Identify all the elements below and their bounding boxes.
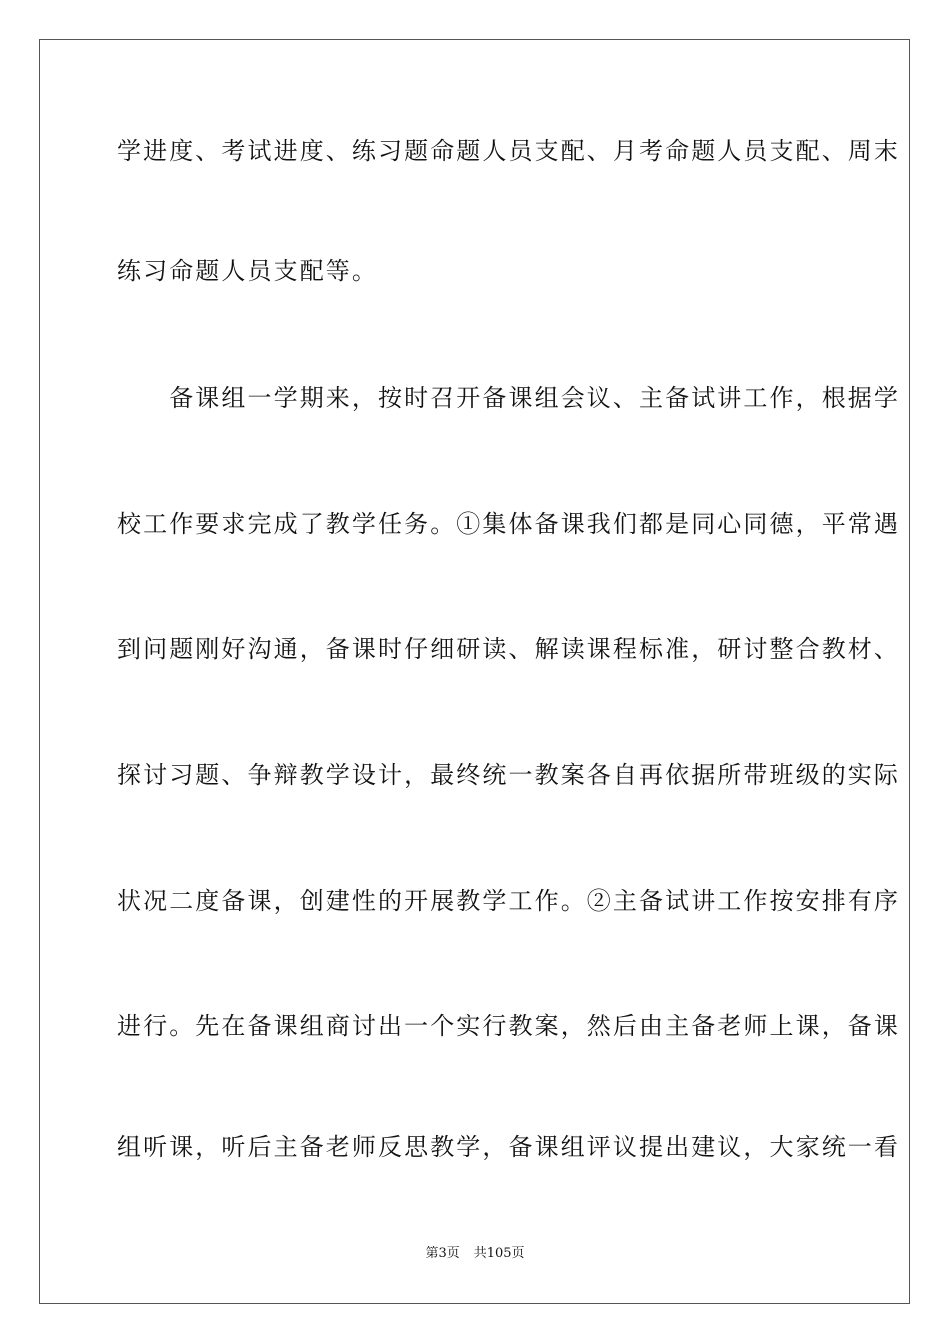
body-text-line-3: 备课组一学期来，按时召开备课组会议、主备试讲工作，根据学 xyxy=(117,384,900,412)
page-footer xyxy=(0,1246,950,1262)
body-text-line-6: 探讨习题、争辩教学设计，最终统一教案各自再依据所带班级的实际 xyxy=(117,761,900,789)
page-border xyxy=(39,39,910,1304)
body-text-line-4: 校工作要求完成了教学任务。①集体备课我们都是同心同德，平常遇 xyxy=(117,510,900,538)
body-text-line-8: 进行。先在备课组商讨出一个实行教案，然后由主备老师上课，备课 xyxy=(117,1012,900,1040)
body-text-line-7: 状况二度备课，创建性的开展教学工作。②主备试讲工作按安排有序 xyxy=(117,887,900,915)
body-text-line-9: 组听课，听后主备老师反思教学，备课组评议提出建议，大家统一看 xyxy=(117,1133,900,1161)
total-pages: 共105页 xyxy=(473,1246,525,1261)
body-text-line-1: 学进度、考试进度、练习题命题人员支配、月考命题人员支配、周末 xyxy=(117,137,900,165)
body-text-line-5: 到问题刚好沟通，备课时仔细研读、解读课程标准，研讨整合教材、 xyxy=(117,635,900,663)
page-number: 第3页 xyxy=(425,1246,460,1261)
body-text-line-2: 练习命题人员支配等。 xyxy=(117,257,378,285)
